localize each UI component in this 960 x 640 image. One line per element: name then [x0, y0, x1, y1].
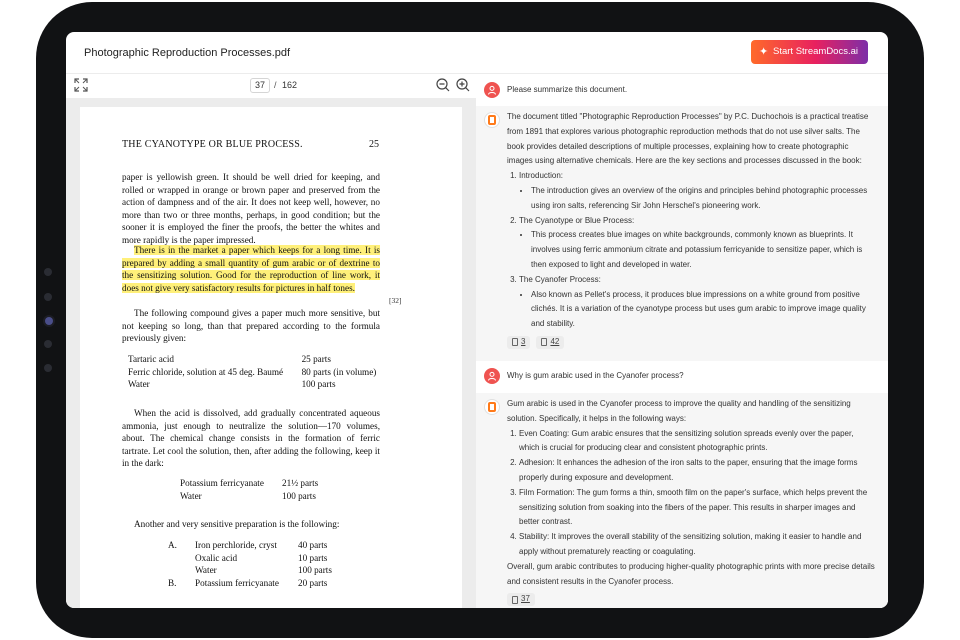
paragraph: paper is yellowish green. It should be well dried for keeping, and rolled or wrapped in orange or brown paper and preserved from the action of dampness and of the air. It does not keep well, however, no more than two or three months, perhaps, in good condition; but the sooner it is employed the finer the proofs, the better the whites and more rapidly is the paper impressed.	[122, 172, 380, 245]
formula-table	[168, 539, 358, 589]
table-row: Water 100 parts	[180, 490, 316, 501]
highlight: There is in the market a paper which keeps for a long time. It is prepared by adding a small quantity of gum arabic or of dextrine to the sensitizing solution. Good for the reproduction of line work, it does not give very satisfactory results for pictures in half tones.	[122, 245, 380, 293]
document-bot-icon	[488, 402, 496, 412]
app-screen	[66, 32, 888, 608]
table-row: Ferric chloride, solution at 45 deg. Baumé 80 parts (in volume)	[128, 366, 377, 377]
list-item: 2. The Cyanotype or Blue Process: • This process creates blue images on white backgrounds, commonly known as blueprints. It involves using ferric ammonium citrate and potassium ferricyanide to sensitize paper, which is then exposed to light and developed in water.	[519, 214, 876, 273]
zoom-out-icon[interactable]	[436, 78, 450, 92]
zoom-in-icon[interactable]	[456, 78, 470, 92]
start-button-label: Start StreamDocs.ai	[773, 46, 858, 57]
user-avatar	[484, 368, 500, 384]
page-icon	[541, 338, 547, 346]
paragraph: Another and very sensitive preparation is the following:	[134, 519, 340, 529]
reference-marker: [32]	[389, 296, 402, 305]
list-subitem: • The introduction gives an overview of the origins and principles behind photographic processes using iron salts, referencing Sir John Herschel's pioneering work.	[531, 184, 876, 214]
answer-outro: Overall, gum arabic contributes to producing higher-quality photographic prints with more precise details and consistent results in the Cyanofer process.	[507, 561, 875, 586]
document-bot-icon	[488, 115, 496, 125]
user-avatar	[484, 82, 500, 98]
paragraph: When the acid is dissolved, add gradually concentrated aqueous ammonia, just enough to neutralize the solution—170 volumes, about. The chemical change consists in the formation of ferric tartrate. Let cool the solution, then, after adding the following, keep it in the dark:	[122, 408, 380, 468]
list-subitem: • Also known as Pellet's process, it produces blue impressions on a white ground from positive clichés. It is a variation of the cyanotype process but uses gum arabic to improve image quality and stability.	[531, 288, 876, 332]
top-bar	[66, 32, 888, 74]
formula-table	[128, 353, 398, 391]
table-row: Tartaric acid 25 parts	[128, 354, 331, 364]
document-title: Photographic Reproduction Processes.pdf	[84, 46, 291, 59]
pdf-page	[80, 107, 462, 608]
expand-icon[interactable]	[74, 78, 88, 92]
list-item: 4. Stability: It improves the overall stability of the sensitizing solution, making it easier to handle and apply without prematurely reacting or coagulating.	[519, 530, 876, 560]
user-message-text: Please summarize this document.	[507, 85, 628, 94]
camera-dot	[45, 317, 53, 325]
answer-intro: Gum arabic is used in the Cyanofer process to improve the quality and handling of the sensitizing solution. Specifically, it helps in the following ways:	[507, 399, 851, 423]
assistant-message	[476, 393, 888, 608]
answer-list	[507, 169, 876, 332]
page-reference-chip[interactable]: 3	[507, 336, 530, 349]
table-row: Potassium ferricyanate 21½ parts	[180, 478, 319, 488]
page-reference-chip[interactable]: 42	[536, 336, 564, 349]
formula-table	[180, 477, 362, 502]
pdf-viewer	[66, 74, 476, 608]
table-row: Water 100 parts	[128, 379, 336, 389]
page-total: 162	[282, 80, 298, 90]
table-row: A. Iron perchloride, cryst 40 parts	[168, 540, 328, 550]
pdf-toolbar	[66, 74, 476, 98]
page-separator: /	[274, 80, 277, 90]
user-message	[476, 361, 888, 393]
sparkle-icon: ✦	[759, 46, 769, 58]
side-button	[44, 293, 52, 301]
user-icon	[487, 371, 497, 381]
page-references	[507, 593, 876, 606]
assistant-message-text	[507, 110, 876, 349]
side-button	[44, 364, 52, 372]
side-button	[44, 340, 52, 348]
assistant-message	[476, 106, 888, 361]
list-item: 3. The Cyanofer Process: • Also known as Pellet's process, it produces blue impressions on a white ground from positive clichés. It is a variation of the cyanotype process but uses gum arabic to improve image quality and stability.	[519, 273, 876, 332]
highlighted-paragraph	[122, 244, 380, 294]
side-button	[44, 268, 52, 276]
start-streamdocs-button[interactable]	[751, 40, 868, 64]
assistant-avatar	[484, 399, 500, 415]
user-icon	[487, 85, 497, 95]
list-item: 2. Adhesion: It enhances the adhesion of the iron salts to the paper, ensuring that the image forms properly during exposure and development.	[519, 456, 876, 486]
page-icon	[512, 596, 518, 604]
page-references	[507, 336, 876, 349]
answer-intro: The document titled "Photographic Reproduction Processes" by P.C. Duchochois is a practical treatise from 1891 that explores various photographic reproduction methods that do not use silver salts. The book provides detailed descriptions of multiple processes, explaining how to create photographic images using alternative chemicals. Here are the key sections and processes discussed in the book:	[507, 112, 869, 166]
page-icon	[512, 338, 518, 346]
page-reference-chip[interactable]: 37	[507, 593, 535, 606]
page-number: 25	[369, 139, 379, 150]
assistant-message-text	[507, 397, 876, 606]
list-item: 3. Film Formation: The gum forms a thin, smooth film on the paper's surface, which helps prevent the sensitizing solution from soaking into the fibers of the paper. This results in sharper images and better contrast.	[519, 486, 876, 530]
chat-panel	[476, 74, 888, 608]
page-number-input[interactable]: 37	[250, 78, 270, 93]
list-item: 1. Introduction: • The introduction gives an overview of the origins and principles behind photographic processes using iron salts, referencing Sir John Herschel's pioneering work.	[519, 169, 876, 213]
table-row: Water 100 parts	[195, 565, 332, 575]
table-row: B. Potassium ferricyanate 20 parts	[168, 577, 328, 588]
user-message	[476, 74, 888, 106]
assistant-avatar	[484, 112, 500, 128]
user-message-text: Why is gum arabic used in the Cyanofer process?	[507, 371, 684, 380]
paragraph: The following compound gives a paper much more sensitive, but not keeping so long, than that prepared according to the formula previously given:	[122, 308, 380, 343]
list-subitem: • This process creates blue images on white backgrounds, commonly known as blueprints. It involves using ferric ammonium citrate and potassium ferricyanide to sensitize paper, which is then exposed to light and developed in water.	[531, 228, 876, 272]
page-heading: THE CYANOTYPE OR BLUE PROCESS.	[122, 139, 303, 150]
table-row: Oxalic acid 10 parts	[195, 552, 328, 563]
answer-list	[507, 427, 876, 560]
list-item: 1. Even Coating: Gum arabic ensures that the sensitizing solution spreads evenly over the paper, which is crucial for producing clear and consistent photographic prints.	[519, 427, 876, 457]
